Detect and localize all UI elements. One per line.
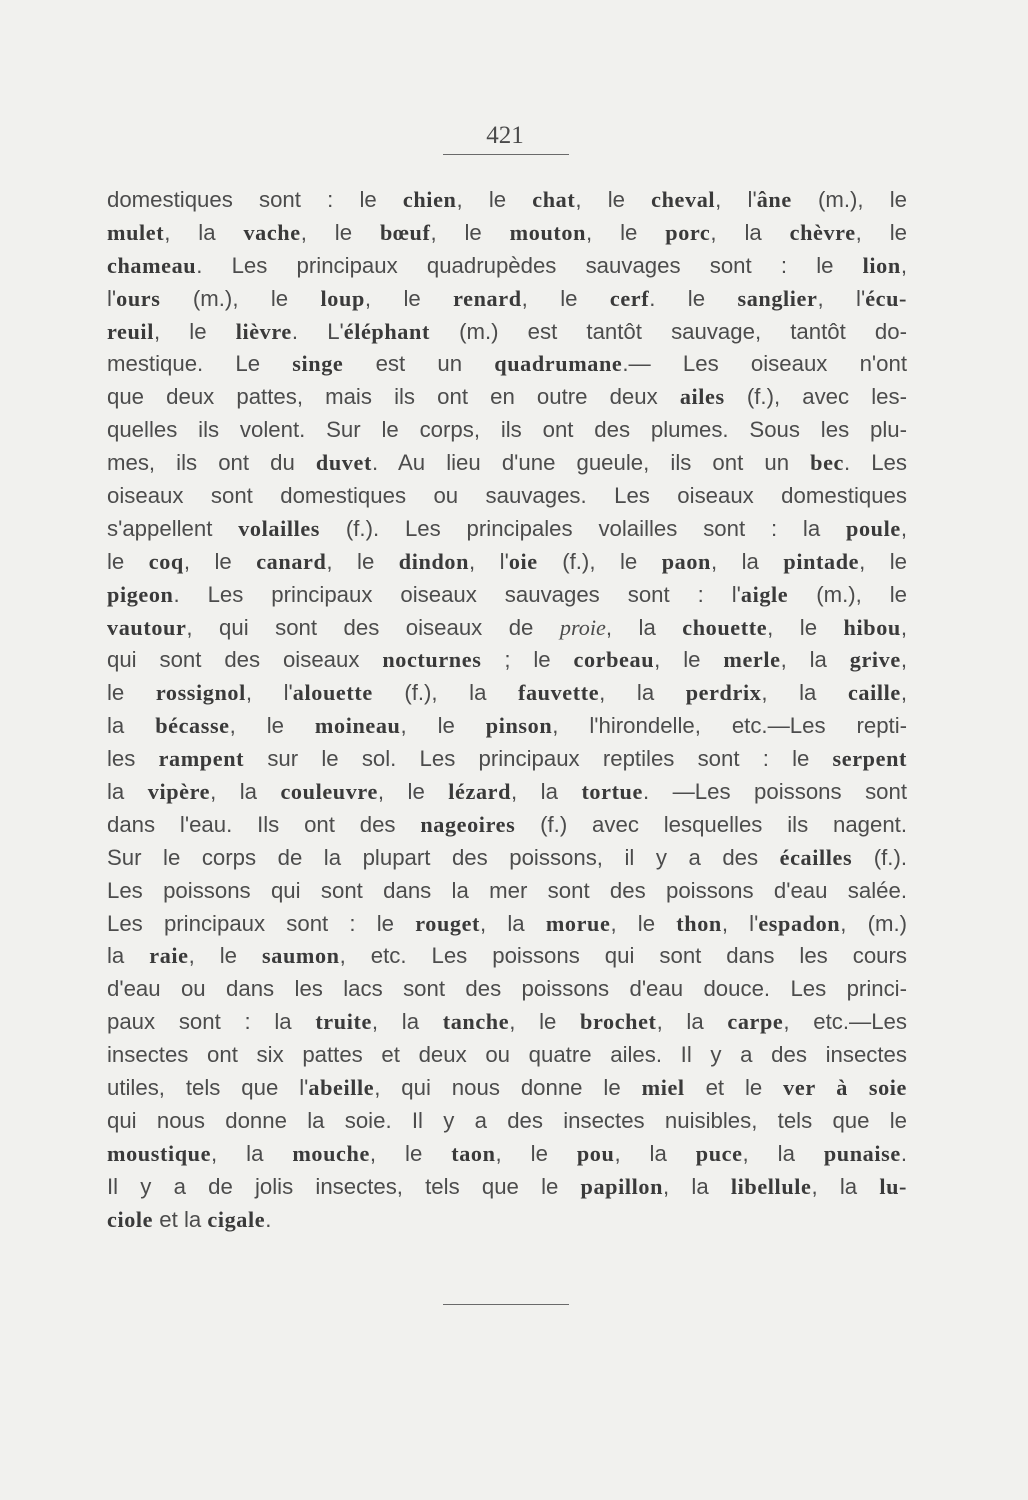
text-line: pigeon. Les principaux oiseaux sauvages sont : l'aigle (m.), le — [107, 581, 907, 607]
text-line: Les principaux sont : le rouget, la morue, le thon, l'espadon, (m.) — [107, 910, 907, 936]
text-line: l'ours (m.), le loup, le renard, le cerf. le sanglier, l'écu- — [107, 285, 907, 311]
text-line: la raie, le saumon, etc. Les poissons qui sont dans les cours — [107, 943, 907, 969]
text-line: les rampent sur le sol. Les principaux reptiles sont : le serpent — [107, 746, 907, 772]
text-line: le rossignol, l'alouette (f.), la fauvette, la perdrix, la caille, — [107, 680, 907, 706]
text-line: utiles, tels que l'abeille, qui nous donne le miel et le ver à soie — [107, 1075, 907, 1101]
text-line: mulet, la vache, le bœuf, le mouton, le porc, la chèvre, le — [107, 219, 907, 245]
text-line: la vipère, la couleuvre, le lézard, la tortue. —Les poissons sont — [107, 779, 907, 805]
text-line: mes, ils ont du duvet. Au lieu d'une gueule, ils ont un bec. Les — [107, 450, 907, 476]
text-line: moustique, la mouche, le taon, le pou, la puce, la punaise. — [107, 1140, 907, 1166]
text-line: ciole et la cigale. — [107, 1206, 272, 1232]
body-text — [107, 184, 907, 1237]
page-number: 421 — [486, 122, 524, 149]
text-line: qui sont des oiseaux nocturnes ; le corbeau, le merle, la grive, — [107, 647, 907, 673]
text-line: Il y a de jolis insectes, tels que le papillon, la libellule, la lu- — [107, 1173, 907, 1199]
header-rule — [443, 154, 569, 155]
text-line: chameau. Les principaux quadrupèdes sauvages sont : le lion, — [107, 252, 907, 278]
text-line: le coq, le canard, le dindon, l'oie (f.), le paon, la pintade, le — [107, 548, 907, 574]
text-line: reuil, le lièvre. L'éléphant (m.) est tantôt sauvage, tantôt do- — [107, 318, 907, 344]
text-line: insectes ont six pattes et deux ou quatre ailes. Il y a des insectes — [107, 1042, 907, 1068]
text-line: domestiques sont : le chien, le chat, le cheval, l'âne (m.), le — [107, 187, 907, 212]
footer-rule — [443, 1304, 569, 1305]
text-line: vautour, qui sont des oiseaux de proie, la chouette, le hibou, — [107, 614, 907, 640]
text-line: d'eau ou dans les lacs sont des poissons d'eau douce. Les princi- — [107, 976, 907, 1002]
text-line: quelles ils volent. Sur le corps, ils ont des plumes. Sous les plu- — [107, 417, 907, 443]
text-line: mestique. Le singe est un quadrumane.— Les oiseaux n'ont — [107, 351, 907, 377]
text-line: la bécasse, le moineau, le pinson, l'hirondelle, etc.—Les repti- — [107, 713, 907, 739]
text-line: s'appellent volailles (f.). Les principales volailles sont : la poule, — [107, 515, 907, 541]
text-line: qui nous donne la soie. Il y a des insectes nuisibles, tels que le — [107, 1107, 907, 1133]
text-line: Sur le corps de la plupart des poissons, il y a des écailles (f.). — [107, 844, 907, 870]
text-line: Les poissons qui sont dans la mer sont des poissons d'eau salée. — [107, 877, 907, 903]
text-line: que deux pattes, mais ils ont en outre deux ailes (f.), avec les- — [107, 384, 907, 410]
text-line: paux sont : la truite, la tanche, le brochet, la carpe, etc.—Les — [107, 1009, 907, 1035]
text-line: oiseaux sont domestiques ou sauvages. Les oiseaux domestiques — [107, 483, 907, 509]
text-line: dans l'eau. Ils ont des nageoires (f.) avec lesquelles ils nagent. — [107, 811, 907, 837]
